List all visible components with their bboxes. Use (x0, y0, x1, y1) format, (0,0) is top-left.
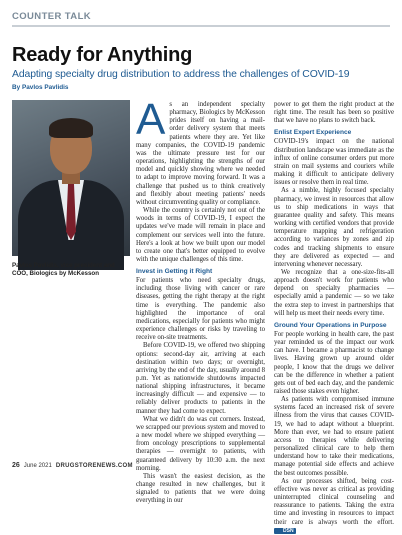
photo-caption: Pavlos Pavlidis, vice president and COO, Biologics by McKesson (12, 262, 115, 277)
page-footer (12, 462, 133, 469)
body-paragraph: power to get them the right product at the right time. The result has been so positive that we have no plans to switch back. (274, 101, 394, 125)
body-paragraph: For patients who need specialty drugs, including those living with cancer or rare diseases, getting the right therapy at the right time is everything. The pandemic also highlighted the importance of oral medications, especially for patients who might experience challenges or risks by traveling to receive on-site treatments. (136, 277, 265, 342)
subhead-ground: Ground Your Operations in Purpose (274, 321, 387, 329)
photo-hair (49, 118, 93, 138)
issue-date: June 2021 (23, 463, 52, 469)
section-divider (12, 25, 390, 27)
article-deck: Adapting specialty drug distribution to address the challenges of COVID-19 (12, 69, 350, 80)
article-column-2 (274, 101, 394, 535)
body-paragraph: For people working in health care, the past year reminded us of the impact our work can have. I became a pharmacist to change lives. Having grown up around older people, I know that the drugs we deliver can be the difference in whether a patient gets out of bed each day, and the pandemic raised those stakes even higher. (274, 330, 394, 395)
subhead-enlist: Enlist Expert Experience (274, 129, 352, 137)
body-paragraph: While the country is certainly not out of the woods in terms of COVID-19, I expect the updates we've made will remain in place and complement our services well into the future. Here's a look at how we built upon our model to create one that's better equipped to evolve with the unique challenges of this time. (136, 207, 265, 263)
body-paragraph: Before COVID-19, we offered two shipping options: second-day air, arriving at each destination within two days; or overnight, arriving by the end of the day, usually around 8 p.m. Yet as nationwide shutdowns impacted national shipping infrastructures, it became increasingly difficult — and expensive — to reliably deliver products to patients in the manner they had come to expect. (136, 342, 265, 415)
article-byline: By Pavlos Pavlidis (12, 84, 69, 91)
body-paragraph: What we didn't do was cut corners. Instead, we scrapped our previous system and moved to a new model where we shipped everything — from oncology prescriptions to supplemental therapies — overnight to patients, with guaranteed delivery by 10:30 a.m. the next morning. (136, 415, 265, 472)
body-paragraph: COVID-19's impact on the national distribution landscape was immediate as the influx of online consumer orders put more strain on mail systems and couriers while making it difficult to anticipate delivery issues or resolve them in real time. (274, 138, 394, 187)
page-number: 26 (12, 462, 20, 469)
article-column-1 (136, 95, 265, 506)
article-headline: Ready for Anything (12, 44, 193, 66)
end-mark: DSN (274, 528, 296, 534)
intro-text: s an independent specialty pharmacy, Biologics by McKesson prides itself on having a mail-order delivery system that meets patients where they are. Yet like many companies, the COVID-19 pandemic was the ultimate pressure test for our operations, highlighting the strengths of our model and quickly showing where we needed to adapt to improve moving forward. It was a challenge that pushed us to think creatively and flexibly about meeting patients' needs without circumventing quality or compliance. (136, 101, 265, 206)
subhead-invest: Invest in Getting it Right (136, 268, 213, 276)
intro-paragraph (136, 95, 265, 207)
body-paragraph: This wasn't the easiest decision, as the change resulted in new challenges, but it signaled to patients that we were doing everything in our (136, 472, 265, 505)
site-name: DRUGSTORENEWS.COM (55, 463, 133, 469)
section-tag: COUNTER TALK (12, 11, 92, 22)
drop-cap: A (136, 95, 166, 144)
author-photo (12, 100, 130, 256)
body-paragraph: As patients with compromised immune systems faced an increased risk of severe illness from the virus that causes COVID-19, we had to adapt without a blueprint. More than ever, we had to ensure patient access to therapies while delivering personalized clinical care to help them understand how to take their medications, manage potential side effects and achieve the best outcomes possible. (274, 396, 394, 477)
body-paragraph: As a nimble, highly focused specialty pharmacy, we invest in resources that allow us to ship medications in ways that guarantee quality and safety. This means working with certified vendors that provide temperature mapping and refrigeration according to variances by zones and zip codes and tracking shipments to ensure they are delivered as expected — and intervening whenever necessary. (274, 187, 394, 268)
body-paragraph: We recognize that a one-size-fits-all approach doesn't work for patients who depend on specialty pharmacies — especially amid a pandemic — so we take the extra step to invest in partnerships that will help us meet their needs every time. (274, 268, 394, 317)
final-text: As our processes shifted, being cost-effective was never as critical as providing uninterrupted clinical counseling and reassurance to patients. Taking the extra time and investing in resources to impact their care is always worth the effort. (274, 477, 394, 526)
final-paragraph (274, 478, 394, 535)
